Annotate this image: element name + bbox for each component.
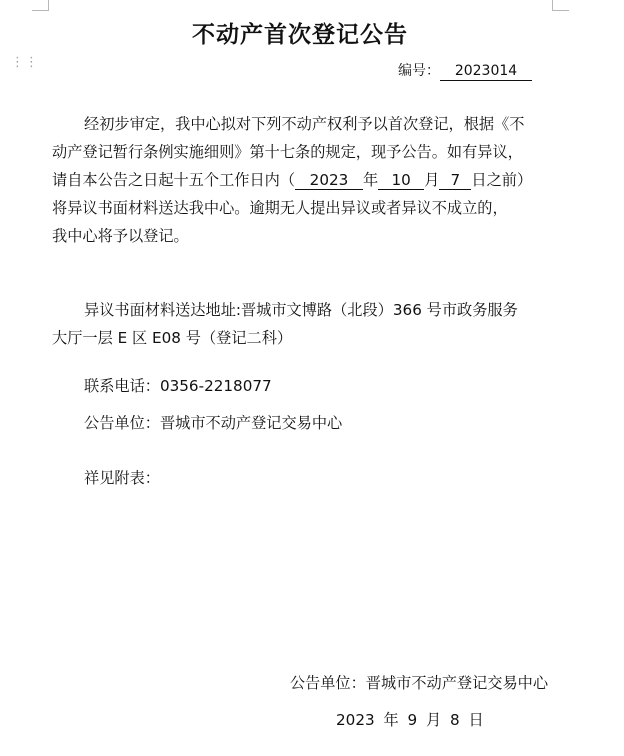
paragraph-line: 动产登记暂行条例实施细则》第十七条的规定，现予公告。如有异议， [52, 143, 523, 161]
contact-phone: 联系电话：0356-2218077 [84, 377, 272, 395]
deadline-year: 2023 [295, 171, 363, 190]
address-paragraph [52, 296, 552, 352]
signature-date: 2023 年 9 月 8 日 [336, 711, 484, 729]
notice-paragraph [52, 110, 552, 250]
crop-mark-top-right [552, 0, 569, 11]
deadline-month: 10 [378, 171, 424, 190]
drag-handle-icon[interactable]: ⋮⋮ [11, 55, 39, 70]
attachment-note: 祥见附表： [84, 469, 160, 487]
signature-unit: 公告单位：晋城市不动产登记交易中心 [289, 674, 548, 692]
number-value: 2023014 [440, 62, 532, 81]
paragraph-line: 我中心将予以登记。 [52, 227, 189, 245]
paragraph-line-deadline: 请自本公告之日起十五个工作日内（ 2023 年 10 月 7 日之前） [52, 171, 533, 189]
paragraph-line: 经初步审定，我中心拟对下列不动产权利予以首次登记，根据《不 [84, 115, 525, 133]
paragraph-line: 将异议书面材料送达我中心。逾期无人提出异议或者异议不成立的， [52, 199, 508, 217]
crop-mark-top-left [32, 0, 49, 11]
number-label: 编号： [398, 63, 440, 79]
deadline-day: 7 [439, 171, 471, 190]
document-number [398, 60, 532, 81]
address-line: 大厅一层 E 区 E08 号（登记二科） [52, 329, 293, 347]
notice-unit: 公告单位：晋城市不动产登记交易中心 [84, 414, 343, 432]
address-line: 异议书面材料送达地址:晋城市文博路（北段）366 号市政务服务 [84, 301, 518, 319]
document-title: 不动产首次登记公告 [192, 22, 408, 48]
